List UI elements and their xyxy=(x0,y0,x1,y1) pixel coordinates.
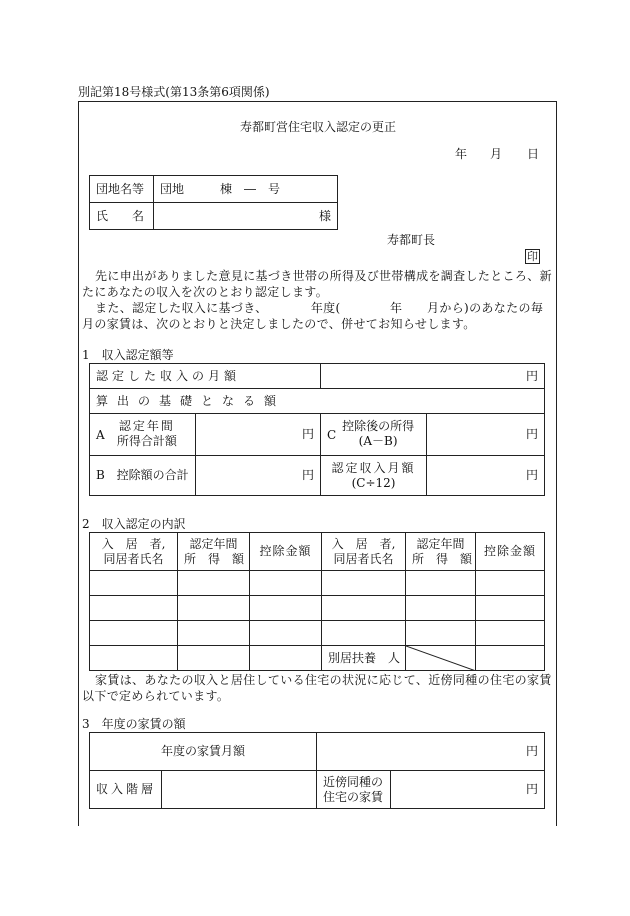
a-cell xyxy=(90,414,196,456)
date-month: 月 xyxy=(490,147,503,161)
diagonal-cell xyxy=(406,646,476,671)
c-cell xyxy=(321,414,427,456)
estate-label: 団地名等 xyxy=(90,176,154,203)
col-name-right xyxy=(322,533,406,571)
table-row xyxy=(90,621,545,646)
breakdown-table xyxy=(89,532,545,671)
form-id: 別記第18号様式(第13条第6項関係) xyxy=(78,85,270,99)
col-name-1: 入 居 者, xyxy=(331,536,396,551)
d-label-2: (C÷12) xyxy=(351,475,396,490)
tenant-table xyxy=(89,175,338,230)
a-label-2: 所得合計額 xyxy=(116,433,177,448)
name-label: 氏 名 xyxy=(90,203,154,230)
b-letter: B xyxy=(96,468,105,482)
page-title: 寿都町営住宅収入認定の更正 xyxy=(240,120,397,134)
tier-label: 収入階層 xyxy=(90,771,162,809)
table-row xyxy=(90,571,545,596)
col-deduction-right: 控除金額 xyxy=(476,533,545,571)
col-income-1: 認定年間 xyxy=(189,536,238,551)
basis-label: 算出の基礎となる額 xyxy=(90,389,545,414)
col-income-1: 認定年間 xyxy=(416,536,465,551)
nearby-yen: 円 xyxy=(391,771,545,809)
col-income-left xyxy=(178,533,250,571)
col-deduction-left: 控除金額 xyxy=(250,533,322,571)
dependents-label: 別居扶養 人 xyxy=(322,646,406,671)
nearby-label-2: 住宅の家賃 xyxy=(323,789,384,804)
table-row xyxy=(90,596,545,621)
rent-table xyxy=(89,732,545,809)
tier-value xyxy=(162,771,317,809)
date-year: 年 xyxy=(455,147,468,161)
col-income-2: 所 得 額 xyxy=(184,551,245,566)
c-label-2: (A－B) xyxy=(358,433,398,448)
col-income-right xyxy=(406,533,476,571)
b-cell xyxy=(90,456,196,496)
b-yen: 円 xyxy=(196,456,321,496)
honorific: 様 xyxy=(154,203,338,230)
income-table xyxy=(89,363,545,496)
paragraph-2: また、認定した収入に基づき、 年度( 年 月から)のあなたの毎月の家賃は、次のとおりと決定しましたので、併せてお知らせします。 xyxy=(82,301,544,331)
section2-heading: 2 収入認定の内訳 xyxy=(82,517,186,531)
a-yen: 円 xyxy=(196,414,321,456)
seal-mark: 印 xyxy=(527,250,538,263)
c-letter: C xyxy=(327,427,337,442)
a-letter: A xyxy=(96,427,105,442)
monthly-yen: 円 xyxy=(321,364,545,389)
col-name-left xyxy=(90,533,178,571)
col-income-2: 所 得 額 xyxy=(412,551,473,566)
c-label-1: 控除後の所得 xyxy=(342,418,415,433)
d-cell xyxy=(321,456,427,496)
d-yen: 円 xyxy=(427,456,545,496)
rent-yen: 円 xyxy=(317,733,545,771)
col-name-2: 同居者氏名 xyxy=(103,551,164,566)
section3-heading: 3 年度の家賃の額 xyxy=(82,717,186,731)
nearby-label xyxy=(317,771,391,809)
section1-heading: 1 収入認定額等 xyxy=(82,348,174,362)
rent-note: 家賃は、あなたの収入と居住している住宅の状況に応じて、近傍同種の住宅の家賃以下で定められています。 xyxy=(82,673,552,703)
rent-label: 年度の家賃月額 xyxy=(90,733,317,771)
monthly-label: 認定した収入の月額 xyxy=(90,364,321,389)
col-name-2: 同居者氏名 xyxy=(333,551,394,566)
paragraph-1: 先に申出がありました意見に基づき世帯の所得及び世帯構成を調査したところ、新たにあなたの収入を次のとおり認定します。 xyxy=(82,269,552,299)
d-label-1: 認定収入月額 xyxy=(331,460,416,475)
diagonal-line xyxy=(406,646,476,671)
issuer-name: 寿都町長 xyxy=(387,233,436,247)
a-label-1: 認定年間 xyxy=(118,418,175,433)
b-label: 控除額の合計 xyxy=(116,468,189,482)
col-name-1: 入 居 者, xyxy=(101,536,166,551)
c-yen: 円 xyxy=(427,414,545,456)
estate-value: 団地 棟 ― 号 xyxy=(154,176,338,203)
date-day: 日 xyxy=(527,147,540,161)
nearby-label-1: 近傍同種の xyxy=(323,774,384,789)
table-row xyxy=(90,646,545,671)
